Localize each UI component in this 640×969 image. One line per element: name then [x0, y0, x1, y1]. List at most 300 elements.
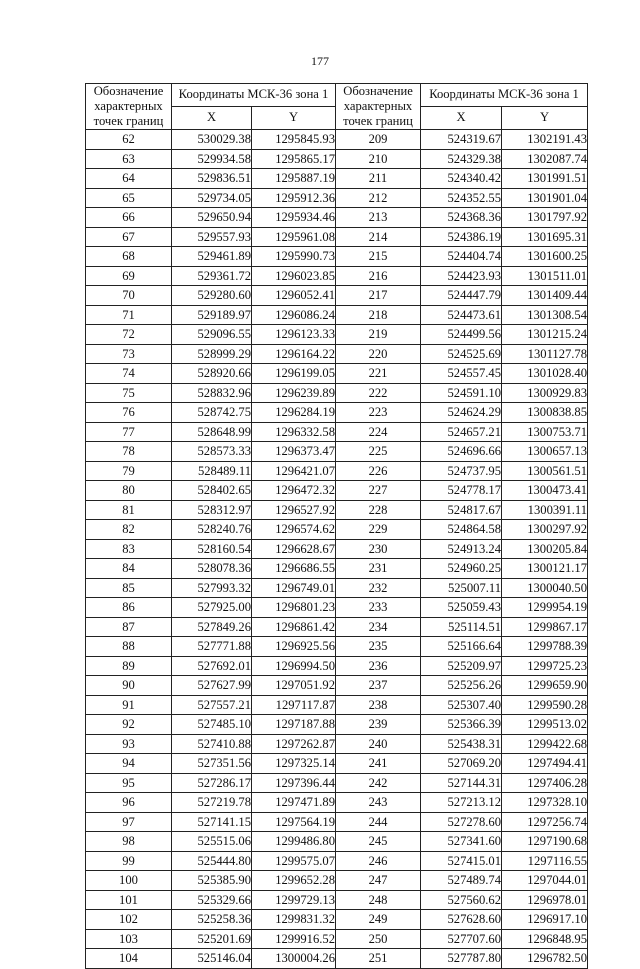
y-coordinate-left: 1295961.08 — [252, 227, 336, 247]
table-row — [86, 266, 588, 286]
y-coordinate-left: 1297187.88 — [252, 715, 336, 735]
y-coordinate-right: 1297256.74 — [502, 812, 588, 832]
table-row — [86, 325, 588, 345]
x-coordinate-right: 527144.31 — [421, 773, 502, 793]
y-coordinate-left: 1299652.28 — [252, 871, 336, 891]
table-row — [86, 890, 588, 910]
y-coordinate-left: 1296023.85 — [252, 266, 336, 286]
point-number-left: 65 — [86, 188, 172, 208]
point-number-left: 67 — [86, 227, 172, 247]
table-row — [86, 461, 588, 481]
point-number-left: 64 — [86, 169, 172, 189]
y-coordinate-right: 1299659.90 — [502, 676, 588, 696]
x-coordinate-right: 525007.11 — [421, 578, 502, 598]
point-number-left: 80 — [86, 481, 172, 501]
x-coordinate-right: 524778.17 — [421, 481, 502, 501]
table-row — [86, 754, 588, 774]
y-coordinate-right: 1301028.40 — [502, 364, 588, 384]
y-coordinate-right: 1300838.85 — [502, 403, 588, 423]
table-row — [86, 364, 588, 384]
point-number-left: 78 — [86, 442, 172, 462]
point-number-left: 102 — [86, 910, 172, 930]
table-row — [86, 130, 588, 150]
point-number-right: 223 — [336, 403, 421, 423]
x-coordinate-left: 528999.29 — [172, 344, 252, 364]
y-header-right: Y — [502, 106, 588, 129]
x-coordinate-right: 525059.43 — [421, 598, 502, 618]
y-coordinate-left: 1295934.46 — [252, 208, 336, 228]
y-coordinate-left: 1296861.42 — [252, 617, 336, 637]
x-coordinate-right: 527341.60 — [421, 832, 502, 852]
point-number-left: 98 — [86, 832, 172, 852]
point-number-right: 247 — [336, 871, 421, 891]
point-number-right: 233 — [336, 598, 421, 618]
table-row — [86, 695, 588, 715]
y-coordinate-left: 1296925.56 — [252, 637, 336, 657]
x-coordinate-right: 525307.40 — [421, 695, 502, 715]
table-row — [86, 442, 588, 462]
x-coordinate-left: 529734.05 — [172, 188, 252, 208]
y-coordinate-right: 1300657.13 — [502, 442, 588, 462]
point-number-right: 228 — [336, 500, 421, 520]
y-coordinate-left: 1300004.26 — [252, 949, 336, 969]
x-coordinate-right: 527787.80 — [421, 949, 502, 969]
y-coordinate-right: 1302191.43 — [502, 130, 588, 150]
x-coordinate-left: 529280.60 — [172, 286, 252, 306]
y-coordinate-right: 1299590.28 — [502, 695, 588, 715]
y-coordinate-left: 1296199.05 — [252, 364, 336, 384]
y-coordinate-right: 1300473.41 — [502, 481, 588, 501]
x-coordinate-right: 524624.29 — [421, 403, 502, 423]
coords-header-right: Координаты МСК-36 зона 1 — [421, 84, 588, 107]
table-row — [86, 520, 588, 540]
point-number-right: 227 — [336, 481, 421, 501]
x-coordinate-right: 524817.67 — [421, 500, 502, 520]
point-number-right: 226 — [336, 461, 421, 481]
point-number-left: 75 — [86, 383, 172, 403]
x-coordinate-left: 527849.26 — [172, 617, 252, 637]
x-coordinate-right: 524557.45 — [421, 364, 502, 384]
x-coordinate-right: 524386.19 — [421, 227, 502, 247]
x-coordinate-right: 524864.58 — [421, 520, 502, 540]
point-number-left: 97 — [86, 812, 172, 832]
point-number-right: 215 — [336, 247, 421, 267]
point-number-right: 218 — [336, 305, 421, 325]
x-coordinate-left: 527286.17 — [172, 773, 252, 793]
y-coordinate-right: 1301409.44 — [502, 286, 588, 306]
x-coordinate-left: 527410.88 — [172, 734, 252, 754]
x-coordinate-right: 524404.74 — [421, 247, 502, 267]
point-number-right: 229 — [336, 520, 421, 540]
table-row — [86, 403, 588, 423]
point-number-left: 88 — [86, 637, 172, 657]
x-coordinate-right: 524473.61 — [421, 305, 502, 325]
point-number-right: 209 — [336, 130, 421, 150]
table-row — [86, 169, 588, 189]
x-coordinate-left: 527692.01 — [172, 656, 252, 676]
point-number-left: 69 — [86, 266, 172, 286]
x-coordinate-right: 524329.38 — [421, 149, 502, 169]
point-number-left: 74 — [86, 364, 172, 384]
x-coordinate-right: 527278.60 — [421, 812, 502, 832]
point-number-left: 101 — [86, 890, 172, 910]
y-coordinate-right: 1301901.04 — [502, 188, 588, 208]
table-body — [86, 130, 588, 969]
y-coordinate-left: 1297564.19 — [252, 812, 336, 832]
x-coordinate-right: 524352.55 — [421, 188, 502, 208]
x-coordinate-right: 525256.26 — [421, 676, 502, 696]
x-header-right: X — [421, 106, 502, 129]
y-coordinate-left: 1296239.89 — [252, 383, 336, 403]
x-coordinate-right: 524368.36 — [421, 208, 502, 228]
x-coordinate-right: 524591.10 — [421, 383, 502, 403]
y-coordinate-left: 1297325.14 — [252, 754, 336, 774]
point-number-left: 63 — [86, 149, 172, 169]
table-row — [86, 637, 588, 657]
table-row — [86, 539, 588, 559]
y-coordinate-right: 1296848.95 — [502, 929, 588, 949]
point-number-left: 62 — [86, 130, 172, 150]
y-coordinate-left: 1299486.80 — [252, 832, 336, 852]
table-row — [86, 617, 588, 637]
x-coordinate-left: 529650.94 — [172, 208, 252, 228]
point-number-left: 70 — [86, 286, 172, 306]
x-coordinate-left: 529934.58 — [172, 149, 252, 169]
point-number-right: 210 — [336, 149, 421, 169]
table-row — [86, 227, 588, 247]
x-coordinate-left: 528312.97 — [172, 500, 252, 520]
y-coordinate-right: 1297406.28 — [502, 773, 588, 793]
point-number-right: 224 — [336, 422, 421, 442]
y-coordinate-right: 1299954.19 — [502, 598, 588, 618]
y-coordinate-right: 1301511.01 — [502, 266, 588, 286]
x-coordinate-left: 527925.00 — [172, 598, 252, 618]
x-coordinate-right: 524319.67 — [421, 130, 502, 150]
table-row — [86, 305, 588, 325]
y-coordinate-left: 1296686.55 — [252, 559, 336, 579]
point-number-right: 239 — [336, 715, 421, 735]
y-coordinate-right: 1301308.54 — [502, 305, 588, 325]
table-row — [86, 598, 588, 618]
x-coordinate-left: 528402.65 — [172, 481, 252, 501]
x-coordinate-left: 529096.55 — [172, 325, 252, 345]
point-number-right: 244 — [336, 812, 421, 832]
point-number-right: 221 — [336, 364, 421, 384]
table-row — [86, 812, 588, 832]
y-header-left: Y — [252, 106, 336, 129]
x-coordinate-right: 525438.31 — [421, 734, 502, 754]
x-coordinate-left: 528160.54 — [172, 539, 252, 559]
point-number-right: 236 — [336, 656, 421, 676]
point-number-right: 214 — [336, 227, 421, 247]
x-coordinate-left: 528648.99 — [172, 422, 252, 442]
point-number-left: 83 — [86, 539, 172, 559]
x-coordinate-left: 528832.96 — [172, 383, 252, 403]
table-row — [86, 851, 588, 871]
x-coordinate-left: 527627.99 — [172, 676, 252, 696]
y-coordinate-right: 1300561.51 — [502, 461, 588, 481]
y-coordinate-left: 1297262.87 — [252, 734, 336, 754]
x-coordinate-left: 529836.51 — [172, 169, 252, 189]
x-coordinate-left: 527351.56 — [172, 754, 252, 774]
y-coordinate-right: 1297044.01 — [502, 871, 588, 891]
y-coordinate-right: 1297494.41 — [502, 754, 588, 774]
coordinates-table — [85, 83, 588, 969]
point-number-left: 68 — [86, 247, 172, 267]
y-coordinate-right: 1300391.11 — [502, 500, 588, 520]
point-number-right: 232 — [336, 578, 421, 598]
y-coordinate-right: 1300205.84 — [502, 539, 588, 559]
designation-header-right: Обозначение характерных точек границ — [336, 84, 421, 130]
y-coordinate-right: 1300929.83 — [502, 383, 588, 403]
x-coordinate-right: 524960.25 — [421, 559, 502, 579]
x-coordinate-right: 527213.12 — [421, 793, 502, 813]
y-coordinate-left: 1297051.92 — [252, 676, 336, 696]
point-number-right: 245 — [336, 832, 421, 852]
point-number-left: 94 — [86, 754, 172, 774]
point-number-left: 93 — [86, 734, 172, 754]
y-coordinate-right: 1301215.24 — [502, 325, 588, 345]
x-coordinate-right: 524525.69 — [421, 344, 502, 364]
x-coordinate-left: 530029.38 — [172, 130, 252, 150]
x-coordinate-left: 528573.33 — [172, 442, 252, 462]
y-coordinate-right: 1301695.31 — [502, 227, 588, 247]
x-coordinate-left: 528078.36 — [172, 559, 252, 579]
point-number-left: 87 — [86, 617, 172, 637]
point-number-right: 246 — [336, 851, 421, 871]
y-coordinate-left: 1299729.13 — [252, 890, 336, 910]
point-number-left: 66 — [86, 208, 172, 228]
point-number-left: 92 — [86, 715, 172, 735]
y-coordinate-left: 1297117.87 — [252, 695, 336, 715]
table-row — [86, 383, 588, 403]
point-number-right: 231 — [336, 559, 421, 579]
table-row — [86, 578, 588, 598]
y-coordinate-left: 1296628.67 — [252, 539, 336, 559]
table-row — [86, 422, 588, 442]
y-coordinate-left: 1296421.07 — [252, 461, 336, 481]
point-number-right: 242 — [336, 773, 421, 793]
x-coordinate-right: 524913.24 — [421, 539, 502, 559]
x-coordinate-left: 529557.93 — [172, 227, 252, 247]
point-number-left: 96 — [86, 793, 172, 813]
table-row — [86, 656, 588, 676]
point-number-right: 213 — [336, 208, 421, 228]
y-coordinate-right: 1296782.50 — [502, 949, 588, 969]
table-row — [86, 247, 588, 267]
table-row — [86, 734, 588, 754]
y-coordinate-left: 1299575.07 — [252, 851, 336, 871]
x-coordinate-left: 525258.36 — [172, 910, 252, 930]
x-coordinate-left: 527219.78 — [172, 793, 252, 813]
y-coordinate-left: 1295887.19 — [252, 169, 336, 189]
table-row — [86, 286, 588, 306]
point-number-right: 225 — [336, 442, 421, 462]
x-coordinate-right: 525209.97 — [421, 656, 502, 676]
table-row — [86, 559, 588, 579]
point-number-left: 91 — [86, 695, 172, 715]
x-coordinate-left: 529361.72 — [172, 266, 252, 286]
coords-header-left: Координаты МСК-36 зона 1 — [172, 84, 336, 107]
y-coordinate-left: 1296373.47 — [252, 442, 336, 462]
x-coordinate-left: 525329.66 — [172, 890, 252, 910]
point-number-left: 103 — [86, 929, 172, 949]
y-coordinate-right: 1299513.02 — [502, 715, 588, 735]
point-number-left: 82 — [86, 520, 172, 540]
x-coordinate-right: 527489.74 — [421, 871, 502, 891]
point-number-right: 220 — [336, 344, 421, 364]
y-coordinate-left: 1296086.24 — [252, 305, 336, 325]
point-number-right: 250 — [336, 929, 421, 949]
y-coordinate-left: 1296472.32 — [252, 481, 336, 501]
y-coordinate-right: 1300297.92 — [502, 520, 588, 540]
point-number-right: 237 — [336, 676, 421, 696]
point-number-right: 241 — [336, 754, 421, 774]
y-coordinate-left: 1296164.22 — [252, 344, 336, 364]
point-number-left: 86 — [86, 598, 172, 618]
y-coordinate-left: 1295990.73 — [252, 247, 336, 267]
x-coordinate-right: 525166.64 — [421, 637, 502, 657]
x-coordinate-left: 528489.11 — [172, 461, 252, 481]
point-number-right: 249 — [336, 910, 421, 930]
y-coordinate-left: 1297396.44 — [252, 773, 336, 793]
y-coordinate-left: 1296994.50 — [252, 656, 336, 676]
table-row — [86, 910, 588, 930]
y-coordinate-right: 1299422.68 — [502, 734, 588, 754]
y-coordinate-right: 1301127.78 — [502, 344, 588, 364]
x-coordinate-left: 525385.90 — [172, 871, 252, 891]
point-number-left: 73 — [86, 344, 172, 364]
x-coordinate-right: 527415.01 — [421, 851, 502, 871]
point-number-left: 95 — [86, 773, 172, 793]
point-number-left: 100 — [86, 871, 172, 891]
y-coordinate-right: 1299867.17 — [502, 617, 588, 637]
x-coordinate-left: 528742.75 — [172, 403, 252, 423]
y-coordinate-left: 1296574.62 — [252, 520, 336, 540]
table-row — [86, 793, 588, 813]
point-number-left: 81 — [86, 500, 172, 520]
x-coordinate-right: 524447.79 — [421, 286, 502, 306]
point-number-right: 211 — [336, 169, 421, 189]
x-coordinate-right: 525114.51 — [421, 617, 502, 637]
point-number-right: 219 — [336, 325, 421, 345]
x-coordinate-right: 527628.60 — [421, 910, 502, 930]
y-coordinate-left: 1296284.19 — [252, 403, 336, 423]
point-number-right: 234 — [336, 617, 421, 637]
table-row — [86, 344, 588, 364]
point-number-left: 85 — [86, 578, 172, 598]
point-number-right: 248 — [336, 890, 421, 910]
point-number-left: 72 — [86, 325, 172, 345]
x-coordinate-left: 525201.69 — [172, 929, 252, 949]
point-number-left: 99 — [86, 851, 172, 871]
y-coordinate-right: 1300753.71 — [502, 422, 588, 442]
table-row — [86, 715, 588, 735]
point-number-left: 104 — [86, 949, 172, 969]
y-coordinate-right: 1299725.23 — [502, 656, 588, 676]
x-coordinate-right: 524423.93 — [421, 266, 502, 286]
y-coordinate-right: 1302087.74 — [502, 149, 588, 169]
y-coordinate-right: 1301991.51 — [502, 169, 588, 189]
y-coordinate-right: 1297190.68 — [502, 832, 588, 852]
point-number-right: 217 — [336, 286, 421, 306]
y-coordinate-right: 1300121.17 — [502, 559, 588, 579]
table-row — [86, 871, 588, 891]
y-coordinate-right: 1300040.50 — [502, 578, 588, 598]
x-coordinate-right: 524696.66 — [421, 442, 502, 462]
point-number-left: 79 — [86, 461, 172, 481]
x-coordinate-right: 524340.42 — [421, 169, 502, 189]
x-coordinate-right: 527707.60 — [421, 929, 502, 949]
x-coordinate-left: 527485.10 — [172, 715, 252, 735]
x-coordinate-left: 527771.88 — [172, 637, 252, 657]
x-coordinate-left: 525444.80 — [172, 851, 252, 871]
y-coordinate-right: 1297328.10 — [502, 793, 588, 813]
y-coordinate-right: 1301600.25 — [502, 247, 588, 267]
y-coordinate-right: 1296917.10 — [502, 910, 588, 930]
y-coordinate-left: 1295912.36 — [252, 188, 336, 208]
y-coordinate-right: 1301797.92 — [502, 208, 588, 228]
point-number-right: 235 — [336, 637, 421, 657]
y-coordinate-right: 1297116.55 — [502, 851, 588, 871]
point-number-right: 222 — [336, 383, 421, 403]
designation-header-left: Обозначение характерных точек границ — [86, 84, 172, 130]
y-coordinate-left: 1296052.41 — [252, 286, 336, 306]
y-coordinate-left: 1296332.58 — [252, 422, 336, 442]
table-row — [86, 149, 588, 169]
point-number-right: 212 — [336, 188, 421, 208]
point-number-right: 238 — [336, 695, 421, 715]
x-coordinate-left: 527993.32 — [172, 578, 252, 598]
x-coordinate-right: 527560.62 — [421, 890, 502, 910]
y-coordinate-left: 1299916.52 — [252, 929, 336, 949]
table-row — [86, 949, 588, 969]
x-coordinate-right: 525366.39 — [421, 715, 502, 735]
x-coordinate-right: 524737.95 — [421, 461, 502, 481]
x-coordinate-right: 524499.56 — [421, 325, 502, 345]
point-number-right: 230 — [336, 539, 421, 559]
point-number-left: 90 — [86, 676, 172, 696]
table-row — [86, 481, 588, 501]
point-number-right: 251 — [336, 949, 421, 969]
y-coordinate-left: 1295865.17 — [252, 149, 336, 169]
table-row — [86, 929, 588, 949]
x-coordinate-left: 529461.89 — [172, 247, 252, 267]
y-coordinate-right: 1296978.01 — [502, 890, 588, 910]
y-coordinate-left: 1295845.93 — [252, 130, 336, 150]
x-coordinate-left: 525515.06 — [172, 832, 252, 852]
table-row — [86, 773, 588, 793]
point-number-right: 216 — [336, 266, 421, 286]
x-coordinate-left: 527557.21 — [172, 695, 252, 715]
x-coordinate-right: 524657.21 — [421, 422, 502, 442]
table-row — [86, 500, 588, 520]
page-number: 177 — [311, 54, 329, 68]
y-coordinate-left: 1296527.92 — [252, 500, 336, 520]
table-row — [86, 188, 588, 208]
x-coordinate-left: 525146.04 — [172, 949, 252, 969]
y-coordinate-right: 1299788.39 — [502, 637, 588, 657]
x-coordinate-left: 528240.76 — [172, 520, 252, 540]
point-number-left: 76 — [86, 403, 172, 423]
table-row — [86, 832, 588, 852]
x-coordinate-right: 527069.20 — [421, 754, 502, 774]
point-number-right: 240 — [336, 734, 421, 754]
y-coordinate-left: 1296801.23 — [252, 598, 336, 618]
point-number-right: 243 — [336, 793, 421, 813]
x-coordinate-left: 528920.66 — [172, 364, 252, 384]
point-number-left: 84 — [86, 559, 172, 579]
